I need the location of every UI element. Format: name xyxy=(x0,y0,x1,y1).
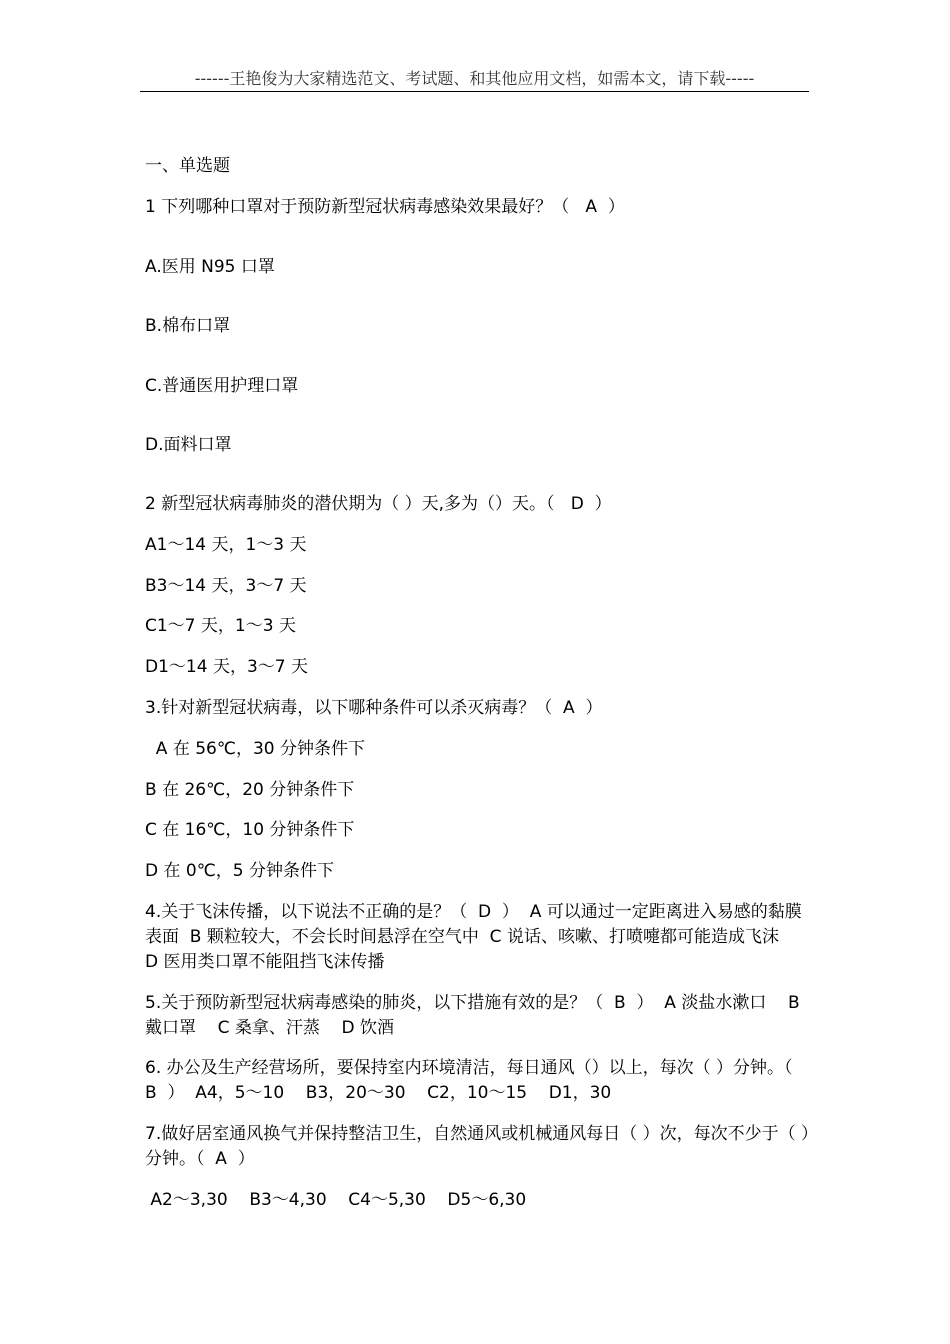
page-header: ------王艳俊为大家精选范文、考试题、和其他应用文档，如需本文，请下载----- xyxy=(194,69,755,88)
question-3: 3.针对新型冠状病毒，以下哪种条件可以杀灭病毒？（ A ） xyxy=(145,698,603,718)
q1-option-a: A.医用 N95 口罩 xyxy=(145,257,275,277)
q1-option-c: C.普通医用护理口罩 xyxy=(145,376,299,396)
question-2: 2 新型冠状病毒肺炎的潜伏期为（ ）天,多为（）天。（ D ） xyxy=(145,494,612,514)
q2-option-d: D1～14 天，3～7 天 xyxy=(145,657,308,677)
question-1: 1 下列哪种口罩对于预防新型冠状病毒感染效果最好？（ A ） xyxy=(145,197,625,217)
q1-option-b: B.棉布口罩 xyxy=(145,316,231,336)
question-5: 5.关于预防新型冠状病毒感染的肺炎，以下措施有效的是？（ B ） A 淡盐水漱口 B 戴口罩 C 桑拿、汗蒸 D 饮酒 xyxy=(145,993,806,1038)
q3-option-b: B 在 26℃，20 分钟条件下 xyxy=(145,780,355,800)
q2-option-a: A1～14 天，1～3 天 xyxy=(145,535,307,555)
q3-option-a: A 在 56℃，30 分钟条件下 xyxy=(145,739,366,759)
question-6: 6. 办公及生产经营场所，要保持室内环境清洁，每日通风（）以上，每次（ ）分钟。（ B ） A4，5～10 B3，20～30 C2，10～15 D1，30 xyxy=(145,1058,804,1103)
q2-option-b: B3～14 天，3～7 天 xyxy=(145,576,307,596)
q2-option-c: C1～7 天，1～3 天 xyxy=(145,616,296,636)
header-divider xyxy=(140,91,809,92)
q7-options: A2～3,30 B3～4,30 C4～5,30 D5～6,30 xyxy=(145,1190,527,1210)
q3-option-c: C 在 16℃，10 分钟条件下 xyxy=(145,820,355,840)
q3-option-d: D 在 0℃，5 分钟条件下 xyxy=(145,861,335,881)
section-title: 一、单选题 xyxy=(145,156,230,176)
question-7: 7.做好居室通风换气并保持整洁卫生，自然通风或机械通风每日（ ）次，每次不少于（ ）分钟。（ A ） xyxy=(145,1124,810,1169)
q1-option-d: D.面料口罩 xyxy=(145,435,232,455)
question-4: 4.关于飞沫传播，以下说法不正确的是？（ D ） A 可以通过一定距离进入易感的黏膜表面 B 颗粒较大，不会长时间悬浮在空气中 C 说话、咳嗽、打喷嚏都可能造成飞沫 D 医用类口罩不能阻挡飞沫传播 xyxy=(145,902,802,972)
